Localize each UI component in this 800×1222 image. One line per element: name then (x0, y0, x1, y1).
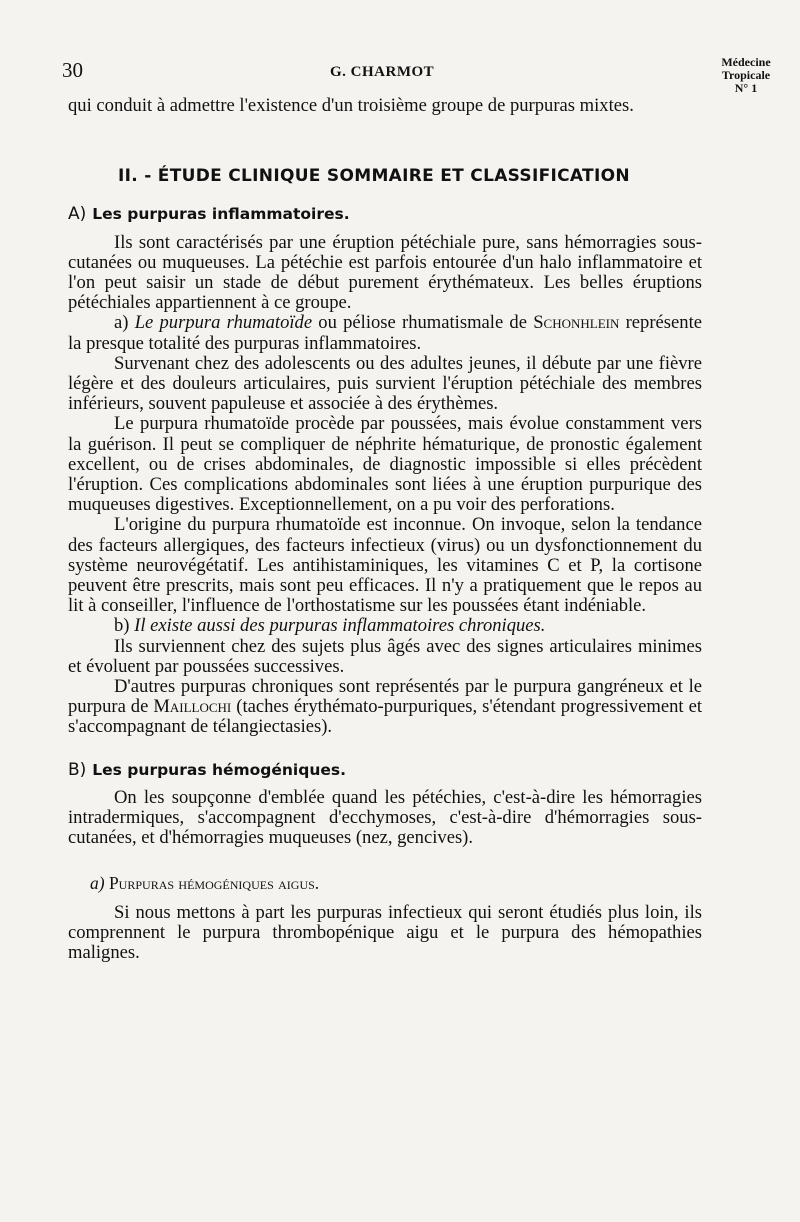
paragraph-purpura-rhumatoide (68, 313, 702, 353)
item-label: a) (90, 872, 105, 893)
paragraph: Ils sont caractérisés par une éruption pétéchiale pure, sans hémorragies sous-cutanées ou muqueuses. La pétéchie est parfois entourée d'un halo inflammatoire et l'on peut saisir un stade de début purement érythémateux. Les belles éruptions pétéchiales appartiennent à ce groupe. (68, 231, 702, 314)
author-name: Schonhlein (533, 312, 620, 334)
item-title: Il existe aussi des purpuras inflammatoires chroniques. (134, 615, 546, 637)
page-number: 30 (62, 58, 83, 82)
paragraph: On les soupçonne d'emblée quand les pétéchies, c'est-à-dire les hémorragies intradermiques, s'accompagnent d'ecchymoses, c'est-à-dire d'hémorragies sous-cutanées, et d'hémorragies muqueuses (nez, gencives). (68, 786, 702, 849)
paragraph: Survenant chez des adolescents ou des adultes jeunes, il débute par une fièvre légère et des douleurs articulaires, puis survient l'éruption pétéchiale des membres inférieurs, souvent papuleuse et associée à des érythèmes. (68, 352, 702, 415)
subsection-b-letter: B) (68, 759, 87, 780)
section-heading: II. - ÉTUDE CLINIQUE SOMMAIRE ET CLASSIFICATION (118, 166, 630, 187)
author-name: Maillochi (153, 696, 232, 718)
journal-line-1: Médecine (721, 55, 771, 69)
subsection-b-heading (68, 760, 702, 780)
paragraph: Ils surviennent chez des sujets plus âgés avec des signes articulaires minimes et évoluent par poussées successives. (68, 635, 702, 677)
paragraph-maillochi (68, 677, 702, 738)
subsection-b-title: Les purpuras hémogéniques. (92, 760, 346, 779)
inline-text: (taches érythémato-purpuriques, s'étendant progressivement et s'accompagnant de télangiectasies). (68, 696, 702, 738)
journal-line-2: Tropicale (721, 68, 771, 82)
running-title: G. CHARMOT (330, 64, 435, 80)
inline-text: D'autres purpuras chroniques sont représentés par le purpura gangréneux et le purpura de (68, 676, 702, 718)
paragraph: Si nous mettons à part les purpuras infectieux qui seront étudiés plus loin, ils comprennent le purpura thrombopénique aigu et le purpura des hémopathies malignes. (68, 901, 702, 964)
subsection-b-a-heading (90, 873, 702, 893)
paragraph: Le purpura rhumatoïde procède par poussées, mais évolue constamment vers la guérison. Il peut se compliquer de néphrite hématurique, de pronostic également excellent, ou de crises abdominales, de diagnostic impossible si elles précèdent l'éruption. Ces complications abdominales sont liées à une éruption purpurique des muqueuses digestives. Exceptionnellement, on a pu voir des perforations. (68, 413, 702, 516)
inline-text: représente la presque totalité des purpuras inflammatoires. (68, 312, 702, 354)
journal-label (706, 56, 786, 95)
page-body (68, 96, 702, 963)
intro-paragraph: qui conduit à admettre l'existence d'un troisième groupe de purpuras mixtes. (68, 95, 634, 116)
paragraph-chroniques-heading (68, 616, 702, 636)
subsection-a-title: Les purpuras inflammatoires. (92, 205, 350, 224)
journal-line-3: N° 1 (734, 81, 758, 95)
item-label: b) (114, 615, 130, 637)
inline-text: ou péliose rhumatismale de (312, 312, 534, 334)
item-label: a) (114, 312, 129, 334)
page-header (0, 0, 800, 100)
item-title: Purpuras hémogéniques aigus. (108, 872, 320, 893)
item-title: Le purpura rhumatoïde (134, 312, 313, 334)
paragraph: L'origine du purpura rhumatoïde est inconnue. On invoque, selon la tendance des facteurs allergiques, des facteurs infectieux (virus) ou un dysfonctionnement du système neurovégétatif. Les antihistaminiques, les vitamines C et P, la cortisone peuvent être prescrits, mais sont peu efficaces. Il n'y a pratiquement que le repos au lit à conseiller, l'influence de l'orthostatisme sur les poussées étant indéniable. (68, 514, 702, 617)
subsection-a-heading (68, 204, 702, 224)
subsection-a-letter: A) (68, 204, 87, 225)
